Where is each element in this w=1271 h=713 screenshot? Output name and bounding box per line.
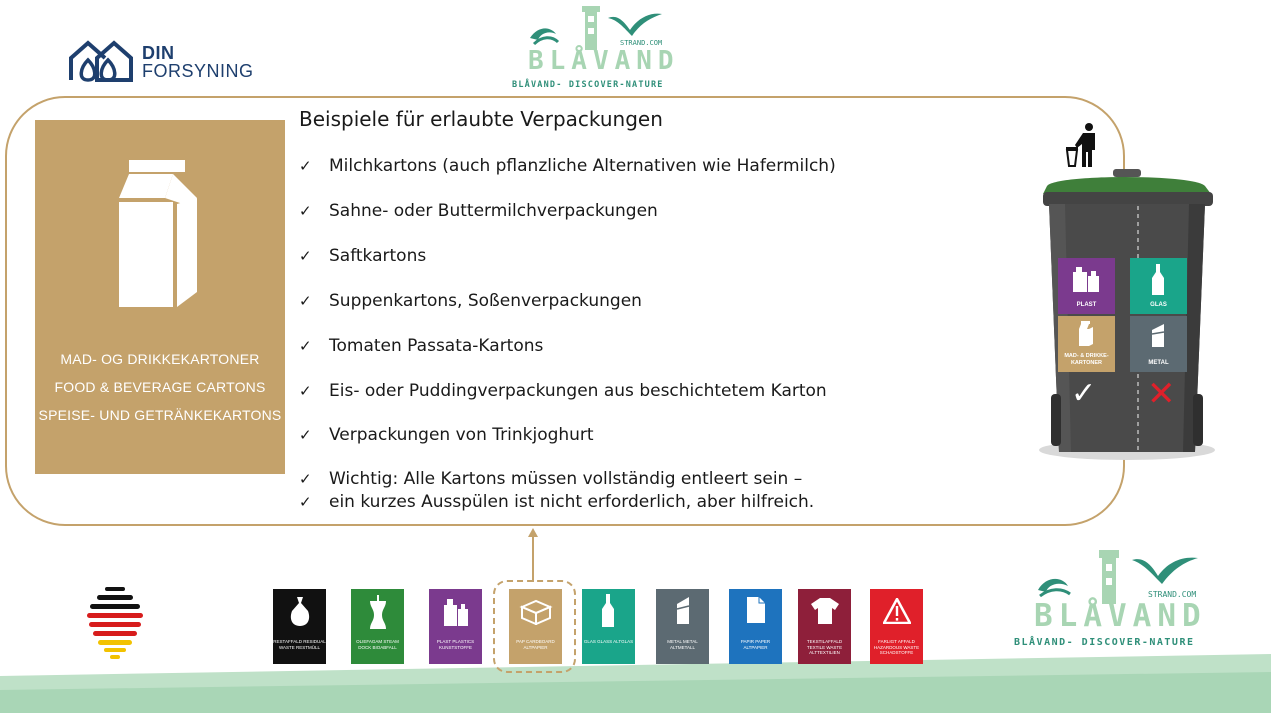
check-icon: ✓ — [299, 382, 312, 400]
accept-check-icon: ✓ — [1071, 376, 1097, 411]
tile-label: MAD- & DRIKKE-KARTONER — [1064, 353, 1109, 366]
bin-tile-kartoner — [1058, 316, 1115, 372]
list-item-text: Saftkartons — [329, 246, 427, 266]
list-item-text: Tomaten Passata-Kartons — [329, 336, 544, 356]
blavand-top-tagline: BLÅVAND- DISCOVER-NATURE — [512, 80, 664, 90]
blavand-top-name: BLÅVAND — [528, 46, 680, 76]
bin-papir — [729, 589, 782, 664]
bin-label: GLAS GLASS ALTGLAS — [583, 639, 634, 644]
lighthouse-icon — [512, 4, 692, 52]
glass-bottle-icon — [1150, 264, 1166, 296]
carton-icon — [117, 158, 199, 308]
din-forsyning-wordmark — [142, 44, 254, 80]
page-heading: Beispiele für erlaubte Verpackungen — [299, 107, 663, 131]
person-trash-icon — [1065, 122, 1101, 168]
din-logo-line1: DIN — [142, 43, 175, 63]
metal-can-icon — [676, 597, 690, 625]
tile-label: METAL — [1148, 360, 1169, 366]
bin-farligt — [870, 589, 923, 664]
bin-restaffald — [273, 589, 326, 664]
bin-label: FARLIGT AFFALD HAZARDOUS WASTE SCHADSTOFFE — [873, 639, 920, 655]
list-item-text: Wichtig: Alle Kartons müssen vollständig entleert sein – — [329, 469, 803, 489]
bin-plast — [429, 589, 482, 664]
glass-bottle-icon — [601, 594, 615, 628]
list-item — [299, 381, 827, 401]
bin-tekstil — [798, 589, 851, 664]
blavand-bottom-name: BLÅVAND — [1034, 598, 1207, 634]
blavand-bottom-tagline: BLÅVAND- DISCOVER-NATURE — [1014, 637, 1195, 648]
blavand-top-strand: STRAND.COM — [620, 39, 663, 47]
list-item — [299, 469, 802, 489]
blavand-logo-bottom — [1012, 548, 1232, 652]
bin-madaffald — [351, 589, 404, 664]
german-flag-heart-icon — [85, 585, 145, 660]
bin-tile-plast — [1058, 258, 1115, 314]
category-card — [35, 120, 285, 474]
list-item-text: Suppenkartons, Soßenverpackungen — [329, 291, 642, 311]
card-line-1: MAD- OG DRIKKEKARTONER — [60, 351, 260, 367]
bin-label: METAL METAL ALTMETALL — [667, 639, 698, 650]
check-icon: ✓ — [299, 426, 312, 444]
tile-label: GLAS — [1150, 302, 1167, 308]
check-icon: ✓ — [299, 493, 312, 511]
bin-tile-metal — [1130, 316, 1187, 372]
bin-label: TEKSTILAFFALD TEXTILE WASTE ALTTEXTILIEN — [806, 639, 843, 655]
check-icon: ✓ — [299, 202, 312, 220]
connector-arrow — [526, 528, 540, 582]
check-icon: ✓ — [299, 157, 312, 175]
reject-x-icon: ✕ — [1147, 374, 1176, 414]
warning-triangle-icon — [883, 598, 911, 624]
bin-label: PAP CARDBOARD ALTPAPIER — [516, 639, 555, 650]
plastic-bottles-icon — [442, 597, 470, 627]
din-forsyning-logo-icon — [68, 38, 134, 84]
check-icon: ✓ — [299, 337, 312, 355]
check-icon: ✓ — [299, 470, 312, 488]
list-item-text: Verpackungen von Trinkjoghurt — [329, 425, 594, 445]
list-item — [299, 492, 814, 512]
list-item-text: Eis- oder Puddingverpackungen aus beschichtetem Karton — [329, 381, 827, 401]
apple-core-icon — [367, 595, 389, 629]
metal-can-icon — [1151, 324, 1165, 348]
card-line-3: SPEISE- UND GETRÄNKEKARTONS — [38, 407, 282, 423]
list-item — [299, 246, 426, 266]
carton-icon — [1078, 321, 1094, 347]
list-item — [299, 291, 642, 311]
tshirt-icon — [810, 597, 840, 625]
bin-metal — [656, 589, 709, 664]
bin-glas — [582, 589, 635, 664]
blavand-bottom-strand: STRAND.COM — [1148, 590, 1197, 599]
blavand-logo-top — [512, 4, 692, 90]
card-line-2: FOOD & BEVERAGE CARTONS — [54, 379, 266, 395]
lighthouse-icon — [1012, 548, 1232, 604]
bin-tile-glas — [1130, 258, 1187, 314]
list-item-text: Sahne- oder Buttermilchverpackungen — [329, 201, 658, 221]
bin-label: RESTAFFALD RESIDUAL WASTE RESTMÜLL — [273, 639, 326, 650]
din-logo-line2: FORSYNING — [142, 61, 254, 81]
list-item — [299, 425, 594, 445]
cardboard-box-icon — [519, 597, 553, 625]
list-item-text: Milchkartons (auch pflanzliche Alternativen wie Hafermilch) — [329, 156, 836, 176]
trash-bag-icon — [289, 597, 311, 627]
wheelie-bin — [1035, 118, 1220, 468]
list-item — [299, 156, 836, 176]
list-item — [299, 201, 658, 221]
check-icon: ✓ — [299, 292, 312, 310]
bin-pap — [509, 589, 562, 664]
list-item — [299, 336, 543, 356]
check-icon: ✓ — [299, 247, 312, 265]
plastic-bottles-icon — [1071, 264, 1101, 294]
bin-label: OLIEFAGAM STEAM DOCK BIOABFALL — [356, 639, 399, 650]
paper-sheet-icon — [746, 596, 766, 624]
tile-label: PLAST — [1076, 302, 1097, 308]
bin-label: PLAST PLASTICS KUNSTSTOFFE — [436, 639, 475, 650]
list-item-text: ein kurzes Ausspülen ist nicht erforderlich, aber hilfreich. — [329, 492, 815, 512]
bin-label: PAPIR PAPER ALTPAPIER — [740, 639, 771, 650]
